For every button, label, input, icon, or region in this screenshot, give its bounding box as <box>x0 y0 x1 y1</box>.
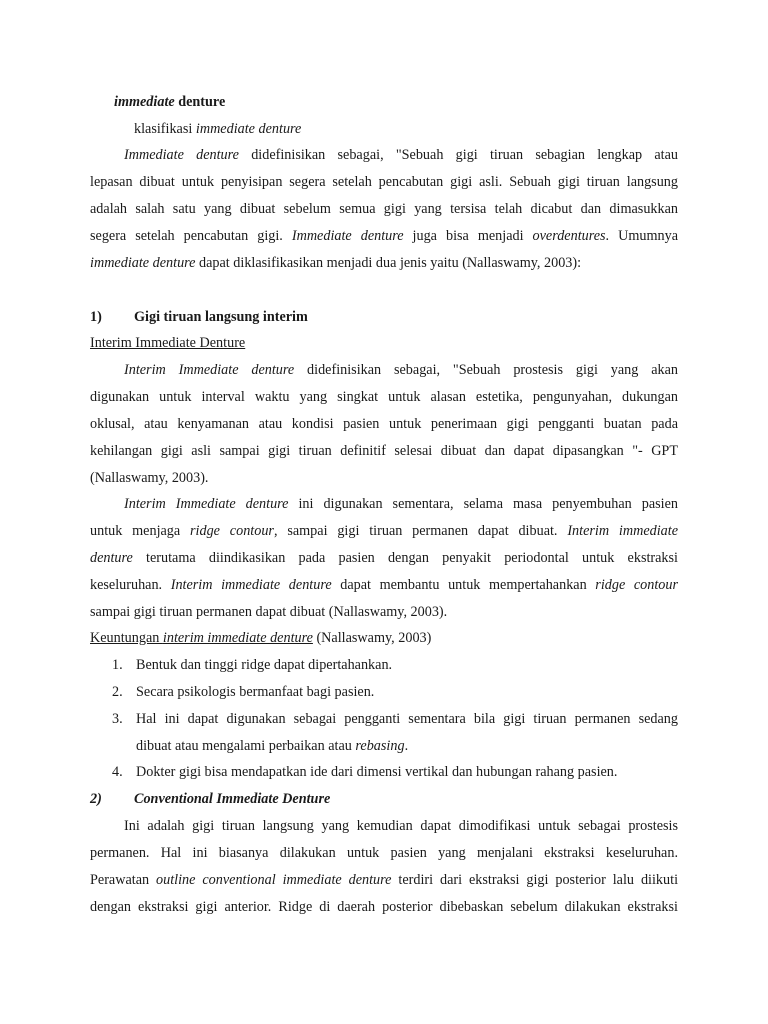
intro-line-1: Immediate denture didefinisikan sebagai, "Sebuah gigi tiruan sebagian lengkap atau <box>124 147 679 163</box>
list-item-number: 1. <box>112 657 123 673</box>
list-item: Dokter gigi bisa mendapatkan ide dari dimensi vertikal dan hubungan rahang pasien. <box>136 764 618 780</box>
intro-line-3: adalah salah satu yang dibuat sebelum semua gigi yang tersisa telah dicabut dan dimasukkan <box>90 201 678 217</box>
s1-p2-line-4: keseluruhan. Interim immediate denture dapat membantu untuk mempertahankan ridge contour <box>90 577 678 593</box>
list-item: Secara psikologis bermanfaat bagi pasien. <box>136 684 375 700</box>
s2-p1-line-2: permanen. Hal ini biasanya dilakukan untuk pasien yang menjalani ekstraksi keseluruhan. <box>90 845 678 861</box>
s2-p1-line-1: Ini adalah gigi tiruan langsung yang kemudian dapat dimodifikasi untuk sebagai prostesis <box>124 818 678 834</box>
section-2-title: Conventional Immediate Denture <box>134 791 331 807</box>
s2-p1-line-4: dengan ekstraksi gigi anterior. Ridge di daerah posterior dibebaskan sebelum dilakukan ekstraksi <box>90 899 678 915</box>
s1-p1-line-5: (Nallaswamy, 2003). <box>90 470 209 486</box>
s1-p1-line-4: kehilangan gigi asli sampai gigi tiruan definitif selesai dibuat dan dapat dipasangkan "- GPT <box>90 443 678 459</box>
section-1-title: Gigi tiruan langsung interim <box>134 309 308 325</box>
list-item: Bentuk dan tinggi ridge dapat dipertahankan. <box>136 657 393 673</box>
s1-p2-line-3: denture terutama diindikasikan pada pasien dengan penyakit periodontal untuk ekstraksi <box>90 550 678 566</box>
s1-p2-line-1: Interim Immediate denture ini digunakan sementara, selama masa penyembuhan pasien <box>124 496 678 512</box>
intro-line-5: immediate denture dapat diklasifikasikan menjadi dua jenis yaitu (Nallaswamy, 2003): <box>90 255 582 271</box>
s1-p1-line-3: oklusal, atau kenyamanan atau kondisi pasien untuk penerimaan gigi pengganti buatan pada <box>90 416 678 432</box>
list-item-number: 2. <box>112 684 123 700</box>
s2-p1-line-3: Perawatan outline conventional immediate denture terdiri dari ekstraksi gigi posterior lalu diikuti <box>90 872 679 888</box>
list-item-continuation: dibuat atau mengalami perbaikan atau rebasing. <box>136 738 409 754</box>
section-2-number: 2) <box>90 791 102 807</box>
section-1-subtitle: Interim Immediate Denture <box>90 335 246 351</box>
top-heading: immediate denture <box>114 94 226 110</box>
s1-p1-line-1: Interim Immediate denture didefinisikan sebagai, "Sebuah prostesis gigi yang akan <box>124 362 678 378</box>
s1-p2-line-2: untuk menjaga ridge contour, sampai gigi tiruan permanen dapat dibuat. Interim immediate <box>90 523 679 539</box>
s1-p1-line-2: digunakan untuk interval waktu yang singkat untuk alasan estetika, pengunyahan, dukungan <box>90 389 678 405</box>
advantages-heading: Keuntungan interim immediate denture (Nallaswamy, 2003) <box>90 630 432 646</box>
s1-p2-line-5: sampai gigi tiruan permanen dapat dibuat (Nallaswamy, 2003). <box>90 604 448 620</box>
intro-line-4: segera setelah pencabutan gigi. Immediate denture juga bisa menjadi overdentures. Umumnya <box>90 228 678 244</box>
list-item-number: 3. <box>112 711 123 727</box>
list-item: Hal ini dapat digunakan sebagai pengganti sementara bila gigi tiruan permanen sedang <box>136 711 678 727</box>
intro-line-2: lepasan dibuat untuk penyisipan segera setelah pencabutan gigi asli. Sebuah gigi tiruan langsung <box>90 174 678 190</box>
section-1-number: 1) <box>90 309 102 325</box>
subheading: klasifikasi immediate denture <box>134 121 302 137</box>
list-item-number: 4. <box>112 764 123 780</box>
